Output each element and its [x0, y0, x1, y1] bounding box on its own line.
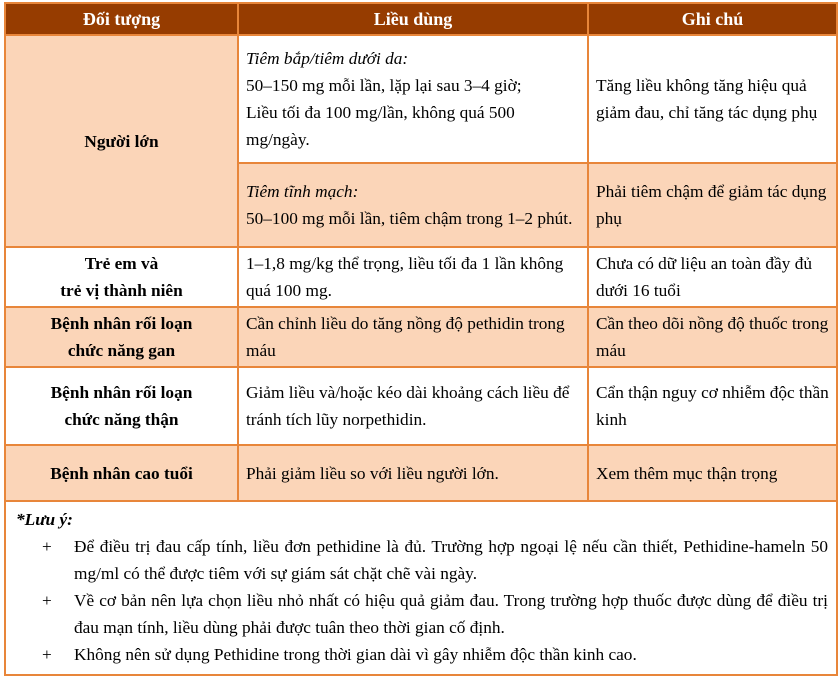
adult-iv-note: Phải tiêm chậm để giảm tác dụng phụ	[588, 163, 837, 247]
list-item: + Không nên sử dụng Pethidine trong thời gian dài vì gây nhiễm độc thần kinh cao.	[16, 641, 828, 668]
liver-dose: Cần chỉnh liều do tăng nồng độ pethidin trong máu	[238, 307, 588, 367]
header-subject: Đối tượng	[5, 3, 238, 35]
notes-row	[5, 501, 837, 675]
elderly-dose: Phải giảm liều so với liều người lớn.	[238, 445, 588, 501]
plus-bullet: +	[42, 591, 52, 610]
kidney-subject: Bệnh nhân rối loạn chức năng thận	[5, 367, 238, 445]
adult-iv-dose: Tiêm tĩnh mạch: 50–100 mg mỗi lần, tiêm chậm trong 1–2 phút.	[238, 163, 588, 247]
adult-im-dose: Tiêm bắp/tiêm dưới da: 50–150 mg mỗi lần, lặp lại sau 3–4 giờ; Liều tối đa 100 mg/lần, không quá 500 mg/ngày.	[238, 35, 588, 163]
table-row	[5, 367, 837, 445]
elderly-note: Xem thêm mục thận trọng	[588, 445, 837, 501]
notes-heading: *Lưu ý:	[16, 510, 73, 529]
table-row	[5, 35, 837, 163]
plus-bullet: +	[42, 537, 52, 556]
children-dose: 1–1,8 mg/kg thể trọng, liều tối đa 1 lần không quá 100 mg.	[238, 247, 588, 307]
dosage-table	[4, 2, 838, 676]
list-item: + Để điều trị đau cấp tính, liều đơn pethidine là đủ. Trường hợp ngoại lệ nếu cần thiết, Pethidine-hameln 50 mg/ml có thể được tiêm với sự giám sát chặt chẽ vài ngày.	[16, 533, 828, 587]
route-label: Tiêm bắp/tiêm dưới da:	[246, 49, 409, 68]
table-row	[5, 445, 837, 501]
adult-subject: Người lớn	[5, 35, 238, 247]
kidney-note: Cẩn thận nguy cơ nhiễm độc thần kinh	[588, 367, 837, 445]
children-subject: Trẻ em và trẻ vị thành niên	[5, 247, 238, 307]
liver-note: Cần theo dõi nồng độ thuốc trong máu	[588, 307, 837, 367]
children-note: Chưa có dữ liệu an toàn đầy đủ dưới 16 tuổi	[588, 247, 837, 307]
notes-cell	[5, 501, 837, 675]
route-label: Tiêm tĩnh mạch:	[246, 182, 359, 201]
header-dose: Liều dùng	[238, 3, 588, 35]
table-header-row	[5, 3, 837, 35]
list-item: + Về cơ bản nên lựa chọn liều nhỏ nhất có hiệu quả giảm đau. Trong trường hợp thuốc được dùng để điều trị đau mạn tính, liều dùng phải được tuân theo thời gian cố định.	[16, 587, 828, 641]
table-row	[5, 307, 837, 367]
kidney-dose: Giảm liều và/hoặc kéo dài khoảng cách liều để tránh tích lũy norpethidin.	[238, 367, 588, 445]
adult-im-note: Tăng liều không tăng hiệu quả giảm đau, chỉ tăng tác dụng phụ	[588, 35, 837, 163]
header-notes: Ghi chú	[588, 3, 837, 35]
plus-bullet: +	[42, 645, 52, 664]
liver-subject: Bệnh nhân rối loạn chức năng gan	[5, 307, 238, 367]
elderly-subject: Bệnh nhân cao tuổi	[5, 445, 238, 501]
table-row	[5, 247, 837, 307]
